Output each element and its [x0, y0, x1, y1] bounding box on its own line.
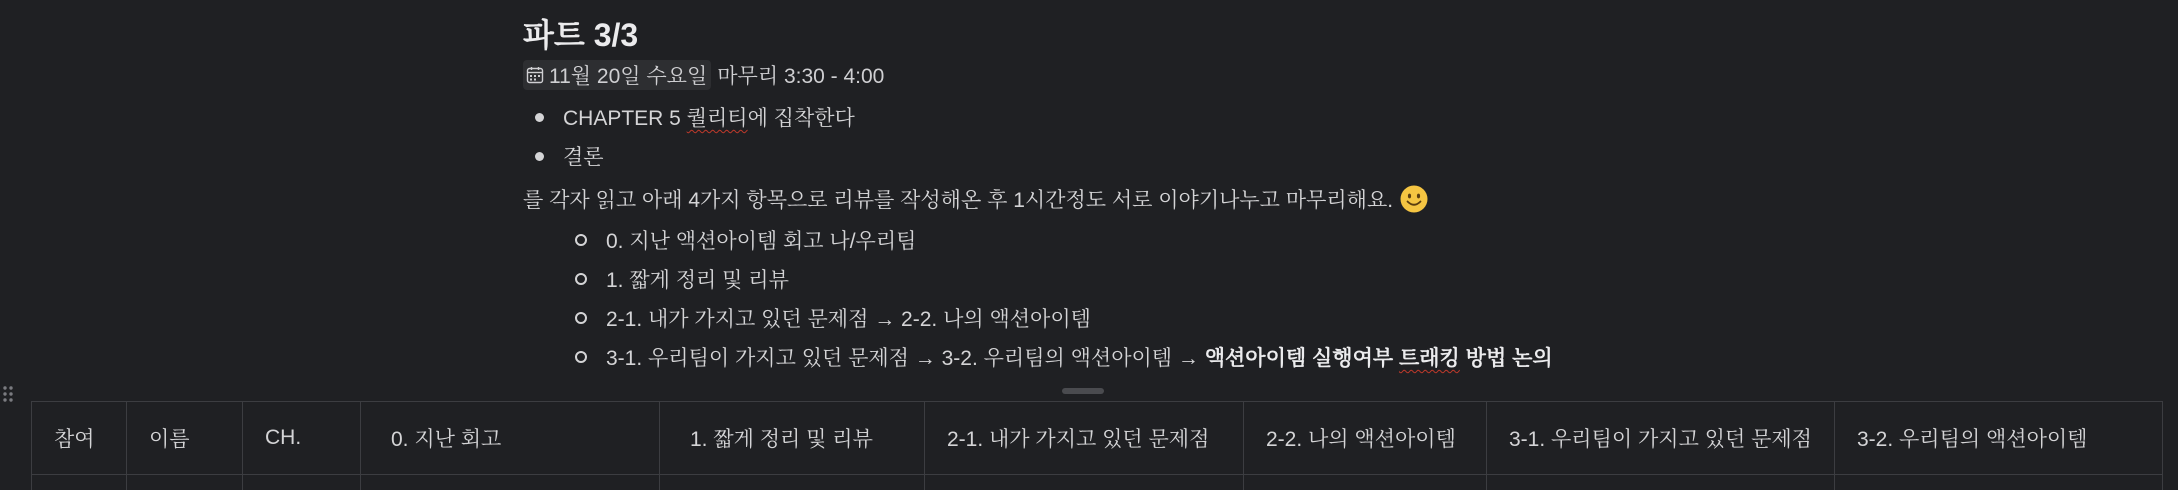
bullet-circle	[575, 351, 587, 363]
table-cell[interactable]	[1835, 475, 2163, 490]
table-header-cell[interactable]: 이름	[127, 402, 243, 475]
bullet-dot	[535, 113, 544, 122]
review-table	[31, 401, 2163, 490]
table-cell[interactable]	[1244, 475, 1487, 490]
review-item-text	[606, 225, 916, 255]
table-header-cell[interactable]: CH.	[243, 402, 361, 475]
text-run: 퀄리티	[686, 107, 748, 130]
text-run: 1. 짧게 정리 및 리뷰	[606, 269, 789, 292]
table-cell[interactable]	[243, 475, 361, 490]
table-header-cell[interactable]: 3-1. 우리팀이 가지고 있던 문제점	[1487, 402, 1835, 475]
time-range: 마무리 3:30 - 4:00	[717, 65, 885, 88]
text-run: 3-1. 우리팀이 가지고 있던 문제점 → 3-2. 우리팀의 액션아이템 →	[606, 347, 1205, 370]
chapter-item	[535, 102, 855, 132]
text-run: CHAPTER 5	[563, 107, 687, 130]
drag-handle-icon[interactable]	[1, 384, 15, 404]
calendar-icon	[525, 65, 545, 85]
review-item	[575, 225, 916, 255]
table-cell[interactable]	[660, 475, 925, 490]
review-item	[575, 264, 789, 294]
page-title: 파트 3/3	[523, 17, 639, 53]
table-cell[interactable]	[32, 475, 127, 490]
review-item-text	[606, 342, 1553, 372]
table-header-cell[interactable]: 0. 지난 회고	[361, 402, 660, 475]
chapter-item-text	[563, 141, 604, 171]
instruction-text: 를 각자 읽고 아래 4가지 항목으로 리뷰를 작성해온 후 1시간정도 서로 이야기나누고 마무리해요.	[523, 189, 1394, 212]
review-item-text	[606, 303, 1091, 333]
date-mention[interactable]	[523, 60, 711, 90]
text-run: 2-1. 내가 가지고 있던 문제점 → 2-2. 나의 액션아이템	[606, 308, 1091, 331]
text-run: 액션아이템 실행여부	[1204, 347, 1399, 370]
table-cell[interactable]	[925, 475, 1244, 490]
table-header-row	[32, 402, 2163, 475]
block-resize-handle[interactable]	[1062, 388, 1104, 394]
text-run: 방법 논의	[1459, 347, 1553, 370]
chapter-item-text	[563, 102, 855, 132]
text-run: 트래킹	[1398, 347, 1460, 370]
table-header-cell[interactable]: 3-2. 우리팀의 액션아이템	[1835, 402, 2163, 475]
date-line	[523, 60, 884, 90]
bullet-dot	[535, 152, 544, 161]
review-item-text	[606, 264, 789, 294]
table-header-cell[interactable]: 2-2. 나의 액션아이템	[1244, 402, 1487, 475]
table-header-cell[interactable]: 2-1. 내가 가지고 있던 문제점	[925, 402, 1244, 475]
smiling-face-icon	[1399, 184, 1429, 214]
review-item	[575, 342, 1553, 372]
instruction-paragraph	[523, 183, 1429, 215]
table-cell[interactable]	[127, 475, 243, 490]
table-header-cell[interactable]: 1. 짧게 정리 및 리뷰	[660, 402, 925, 475]
review-item	[575, 303, 1091, 333]
table-row	[32, 475, 2163, 490]
text-run: 결론	[563, 146, 604, 169]
bullet-circle	[575, 312, 587, 324]
text-run: 0. 지난 액션아이템 회고 나/우리팀	[606, 230, 917, 253]
bullet-circle	[575, 234, 587, 246]
table-cell[interactable]	[361, 475, 660, 490]
date-text: 11월 20일 수요일	[549, 65, 708, 88]
text-run: 에 집착한다	[747, 107, 855, 130]
table-header-cell[interactable]: 참여	[32, 402, 127, 475]
bullet-circle	[575, 273, 587, 285]
chapter-item	[535, 141, 604, 171]
table-cell[interactable]	[1487, 475, 1835, 490]
